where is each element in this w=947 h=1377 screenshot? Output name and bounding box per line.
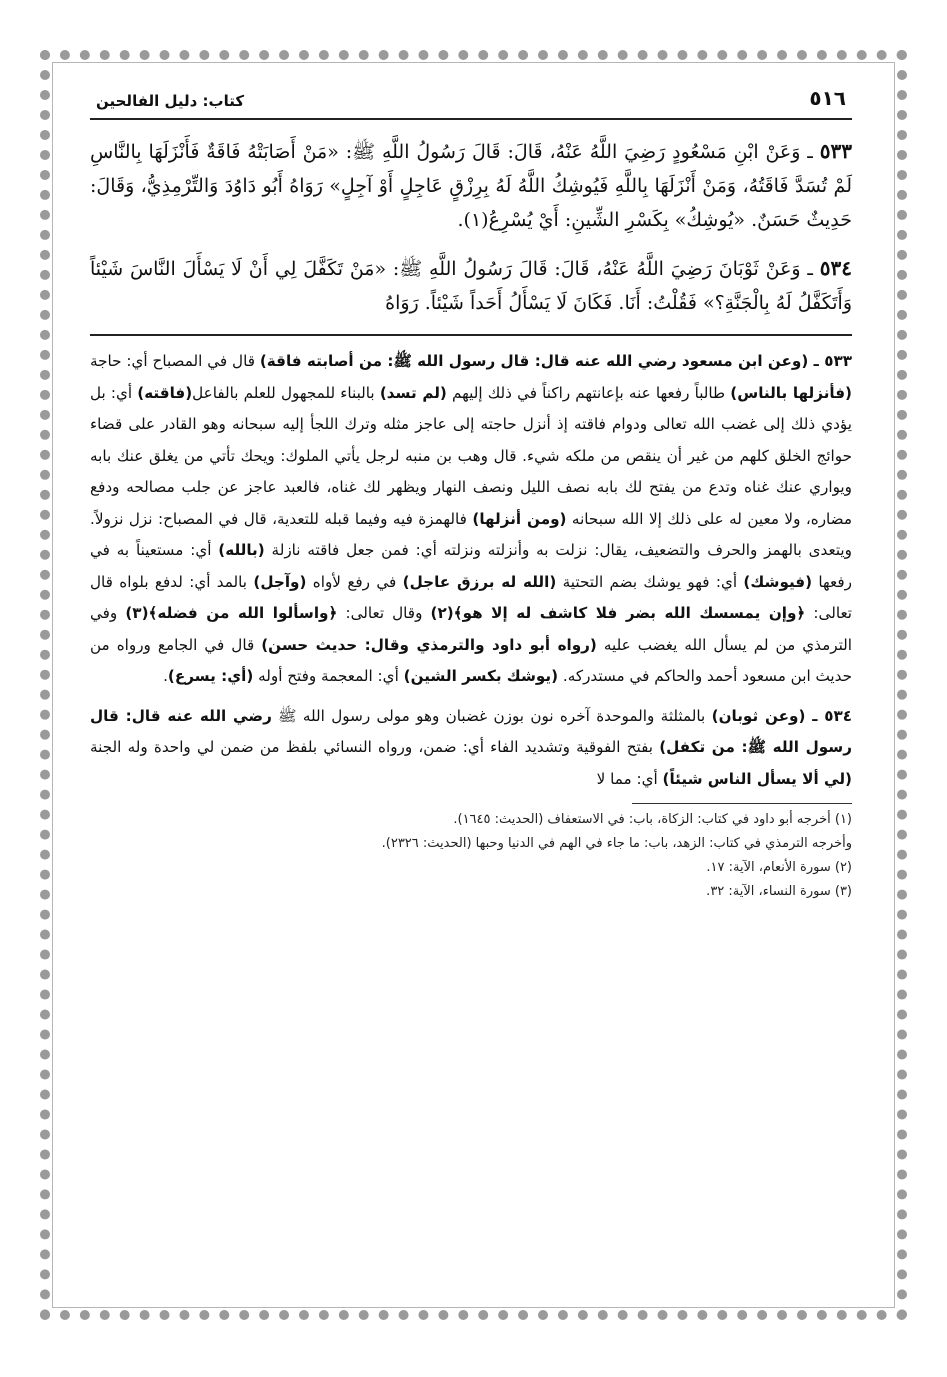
- commentary-text: في رفع لأواه: [306, 572, 403, 591]
- quoted-phrase: (يوشك بكسر الشين): [403, 667, 559, 685]
- quran-verse: ﴿وإن يمسسك الله بضر فلا كاشف له إلا هو﴾(٢): [430, 604, 806, 622]
- commentary-text: بالمثلثة والموحدة آخره نون بوزن غضبان وهو مولى رسول الله ﷺ: [271, 706, 712, 725]
- hadith-number: ٥٣٣: [819, 139, 852, 163]
- quoted-phrase: (ومن أنزلها): [472, 509, 567, 528]
- quoted-phrase: (وآجل): [253, 572, 307, 591]
- running-header: [90, 70, 852, 120]
- commentary-text: أي: بل يؤدي ذلك إلى غضب الله تعالى ودوام فاقته إذ أنزل حاجته إلى عاجز مثله وترك اللجأ إليه سبحانه وهو القادر على قضاء حوائج الخلق كلهم من غير أن ينقص من ملكه شيء. قال وهب بن منبه لرجل يأتي الملوك: ويحك تأتي من يغلق عنك بابه ويواري عنك غناه وتدع من يفتح لك بابه نصف الليل ونصف النهار ويظهر لك غناه، فالعبد عاجز عن جلب مصالحه ودفع مضاره، ولا معين له على ذلك إلا الله سبحانه: [90, 383, 852, 528]
- footnote-item: (١) أخرجه أبو داود في كتاب: الزكاة، باب: في الاستعفاف (الحديث: ١٦٤٥).: [453, 812, 852, 827]
- commentary-section: [90, 346, 852, 795]
- commentary-text: .: [163, 667, 168, 685]
- commentary-text: أي: فهو يوشك بضم التحتية: [556, 572, 744, 591]
- commentary-text: وقال تعالى:: [337, 604, 431, 622]
- commentary-text: بفتح الفوقية وتشديد الفاء أي: ضمن، ورواه النسائي بلفظ من ضمن لي واحدة وله الجنة: [90, 738, 660, 756]
- commentary-text: أي: مما لا: [596, 769, 663, 788]
- commentary-number: ٥٣٤ ـ: [805, 706, 852, 725]
- page-number: ٥١٦: [809, 86, 846, 110]
- commentary-text: فالهمزة فيه وفيما قبله للتعدية، قال في المصباح: نزل نزولاً. ويتعدى بالهمز والحرف والتضعيف، يقال: نزلت به وأنزلته ونزلته أي: فمن جعل فاقته نازلة: [90, 509, 852, 559]
- quoted-phrase: (وعن ابن مسعود رضي الله عنه قال: قال رسول الله ﷺ: من أصابته فاقة): [259, 352, 809, 370]
- hadith-body: ـ وَعَنْ ابْنِ مَسْعُودٍ رَضِيَ اللَّهُ عَنْهُ، قَالَ: قَالَ رَسُولُ اللَّهِ ﷺ: «مَنْ أَصَابَتْهُ فَاقَةٌ فَأَنْزَلَهَا بِالنَّاسِ لَمْ تُسَدَّ فَاقَتُهُ، وَمَنْ أَنْزَلَهَا بِاللَّهِ فَيُوشِكُ اللَّهُ لَهُ بِرِزْقٍ عَاجِلٍ أَوْ آجِلٍ» رَوَاهُ أَبُو دَاوُدَ وَالتِّرْمِذِيُّ، وَقَالَ: حَدِيثٌ حَسَنٌ. «يُوشِكُ» بِكَسْرِ الشِّينِ: أَيْ يُسْرِعُ(١).: [90, 141, 852, 231]
- commentary-text: طالباً رفعها عنه بإعانتهم راكناً في ذلك إليهم: [446, 383, 731, 402]
- footnote-divider: [632, 803, 852, 804]
- quoted-phrase: (فيوشك): [743, 572, 813, 591]
- commentary-text: أي: المعجمة وفتح أوله: [253, 667, 404, 685]
- quoted-phrase: رضي الله عنه قال: قال رسول الله ﷺ: من تكفل): [90, 706, 852, 756]
- hadith-body: ـ وَعَنْ ثَوْبَانَ رَضِيَ اللَّهُ عَنْهُ، قَالَ: قَالَ رَسُولُ اللَّهِ ﷺ: «مَنْ تَكَفَّلَ لِي أَنْ لَا يَسْأَلَ النَّاسَ شَيْئاً وَأَتَكَفَّلُ لَهُ بِالْجَنَّةِ؟» فَقُلْتُ: أَنَا. فَكَانَ لَا يَسْأَلُ أَحَداً شَيْئاً. رَوَاهُ: [90, 258, 852, 314]
- commentary-text: بالبناء للمجهول للعلم بالفاعل: [192, 383, 380, 402]
- quoted-phrase: (الله له برزق عاجل): [402, 572, 557, 591]
- page-content: [90, 70, 852, 1290]
- commentary-text: قال في المصباح أي: حاجة: [90, 352, 260, 370]
- commentary-text: قال في الجامع ورواه من حديث ابن مسعود أحمد والحاكم في مستدركه.: [90, 635, 852, 685]
- commentary-534: [90, 701, 852, 796]
- quoted-phrase: (لم تسد): [379, 383, 447, 402]
- quoted-phrase: (فأنزلها بالناس): [730, 383, 852, 402]
- hadith-533: [90, 134, 852, 237]
- quoted-phrase: (فاقته): [137, 383, 193, 402]
- commentary-text: بالمد أي: لدفع بلواه قال تعالى:: [90, 572, 852, 622]
- hadith-534: [90, 251, 852, 320]
- quran-verse: ﴿واسألوا الله من فضله﴾(٣): [125, 604, 338, 622]
- commentary-number: ٥٣٣ ـ: [808, 352, 852, 370]
- quoted-phrase: (بالله): [218, 541, 265, 559]
- quoted-phrase: (رواه أبو داود والترمذي وقال: حديث حسن): [261, 635, 597, 654]
- quoted-phrase: (وعن ثوبان): [711, 706, 806, 725]
- quoted-phrase: (أي: يسرع): [167, 667, 254, 685]
- commentary-text: وفي الترمذي من لم يسأل الله يغضب عليه: [90, 604, 853, 654]
- hadith-number: ٥٣٤: [819, 256, 852, 280]
- footnote-item: (٢) سورة الأنعام، الآية: ١٧.: [706, 860, 852, 875]
- footnote-item: (٣) سورة النساء، الآية: ٣٢.: [706, 884, 852, 899]
- footnotes: [90, 808, 852, 904]
- footnote-item: وأخرجه الترمذي في كتاب: الزهد، باب: ما جاء في الهم في الدنيا وحبها (الحديث: ٢٣٢٦).: [381, 836, 852, 851]
- hadith-text-section: [90, 120, 852, 320]
- book-title: كتاب: دليل الفالحين: [96, 92, 245, 110]
- commentary-text: أي: مستعيناً به في رفعها: [90, 541, 852, 591]
- commentary-533: [90, 346, 852, 693]
- quoted-phrase: (لي ألا يسأل الناس شيئاً): [662, 769, 852, 788]
- section-divider: [90, 334, 852, 336]
